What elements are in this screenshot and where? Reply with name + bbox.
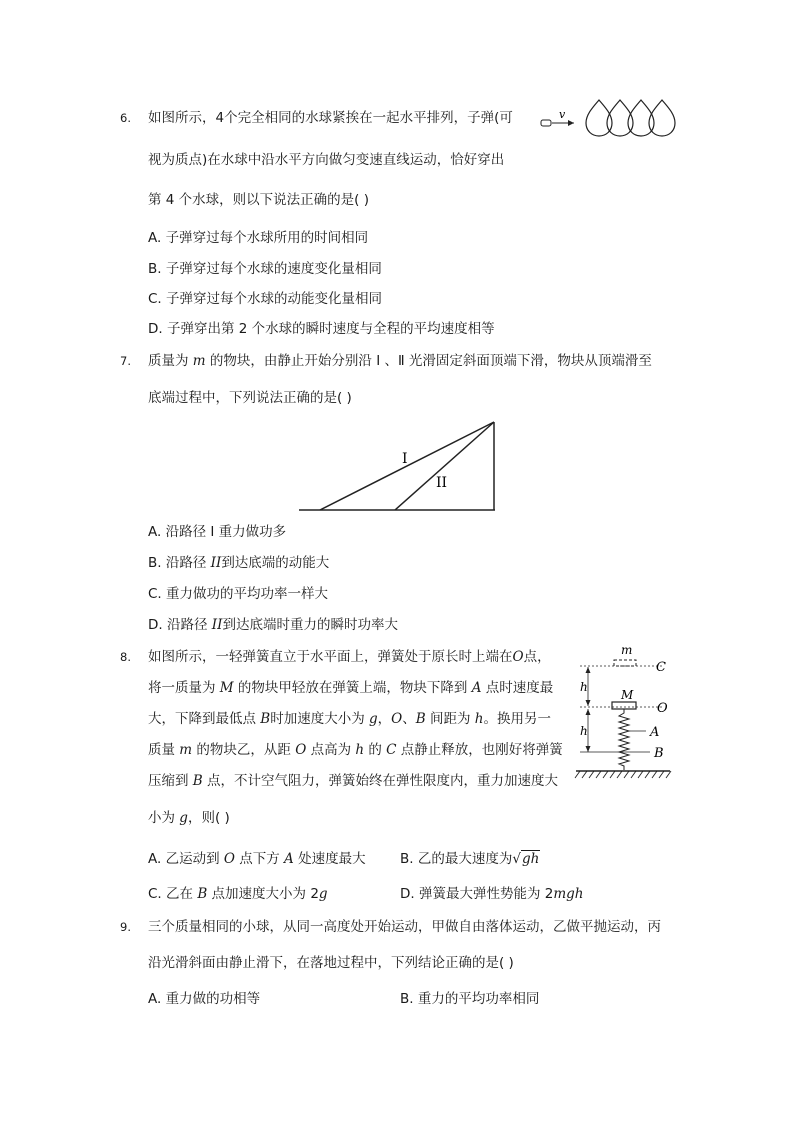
q8-stem-line3: 大，下降到最低点 B时加速度大小为 g，O、B 间距为 h。换用另一: [148, 711, 551, 727]
q9-option-a: A. 重力做的功相等: [148, 991, 261, 1007]
label-h2: h: [580, 724, 588, 738]
bullet-shape: [541, 120, 551, 126]
q9-stem-line1: 三个质量相同的小球，从同一高度处开始运动，甲做自由落体运动，乙做平抛运动，丙: [148, 919, 661, 935]
q8-stem-line5: 压缩到 B 点，不计空气阻力，弹簧始终在弹性限度内，重力加速度大: [148, 773, 559, 789]
q6-stem-line3: 第 4 个水球，则以下说法正确的是( ): [148, 192, 369, 208]
q7-option-c: C. 重力做功的平均功率一样大: [148, 586, 329, 602]
label-b: B: [654, 746, 664, 761]
q7-option-d: D. 沿路径 II到达底端时重力的瞬时功率大: [148, 617, 398, 633]
q8-option-b: B. 乙的最大速度为√gh: [400, 851, 540, 867]
ground-hatching: [575, 771, 671, 778]
q9-stem-line2: 沿光滑斜面由静止滑下，在落地过程中，下列结论正确的是( ): [148, 955, 514, 971]
velocity-label: v: [559, 108, 566, 121]
incline-figure: [296, 418, 501, 514]
spring-figure: [574, 640, 676, 782]
q8-option-c: C. 乙在 B 点加速度大小为 2g: [148, 886, 328, 902]
q6-option-b: B. 子弹穿过每个水球的速度变化量相同: [148, 261, 382, 277]
q6-number: 6.: [120, 111, 131, 125]
spring-coil: [619, 709, 629, 770]
q8-stem-line2: 将一质量为 M 的物块甲轻放在弹簧上端，物块下降到 A 点时速度最: [148, 680, 554, 696]
label-m: m: [621, 643, 633, 657]
block-m-dashed: [614, 660, 636, 666]
q8-number: 8.: [120, 650, 131, 664]
path-1-label: I: [402, 451, 408, 467]
label-o: O: [657, 701, 668, 716]
q8-stem-line1: 如图所示，一轻弹簧直立于水平面上，弹簧处于原长时上端在O点，: [148, 649, 551, 665]
label-M: M: [621, 688, 634, 702]
path-2-label: II: [436, 475, 448, 491]
q7-option-a: A. 沿路径 Ⅰ 重力做功多: [148, 524, 287, 540]
q6-stem-line1: 如图所示，4个完全相同的水球紧挨在一起水平排列，子弹(可: [148, 110, 513, 126]
q6-option-c: C. 子弹穿过每个水球的动能变化量相同: [148, 291, 383, 307]
label-a: A: [650, 725, 660, 740]
label-h1: h: [580, 680, 588, 694]
q6-option-d: D. 子弹穿出第 2 个水球的瞬时速度与全程的平均速度相等: [148, 321, 495, 337]
q7-option-b: B. 沿路径 II到达底端的动能大: [148, 555, 330, 571]
water-balls-figure: [538, 96, 676, 138]
q8-stem-line4: 质量 m 的物块乙，从距 O 点高为 h 的 C 点静止释放，也刚好将弹簧: [148, 742, 563, 758]
incline-path-2: [395, 422, 494, 510]
q7-stem-line2: 底端过程中，下列说法正确的是( ): [148, 390, 352, 406]
q9-number: 9.: [120, 920, 131, 934]
block-M: [612, 702, 636, 709]
q7-number: 7.: [120, 354, 131, 368]
sqrt-sign: √: [512, 851, 521, 867]
q9-option-b: B. 重力的平均功率相同: [400, 991, 540, 1007]
q6-option-a: A. 子弹穿过每个水球所用的时间相同: [148, 230, 369, 246]
label-c: C: [656, 660, 666, 675]
q8-stem-line6: 小为 g，则( ): [148, 810, 230, 826]
q8-option-a: A. 乙运动到 O 点下方 A 处速度最大: [148, 851, 366, 867]
q8-option-d: D. 弹簧最大弹性势能为 2mgh: [400, 886, 584, 902]
q7-stem-line1: 质量为 m 的物块，由静止开始分别沿 Ⅰ 、Ⅱ 光滑固定斜面顶端下滑，物块从顶端滑至: [148, 353, 652, 369]
q6-stem-line2: 视为质点)在水球中沿水平方向做匀变速直线运动，恰好穿出: [148, 152, 505, 168]
